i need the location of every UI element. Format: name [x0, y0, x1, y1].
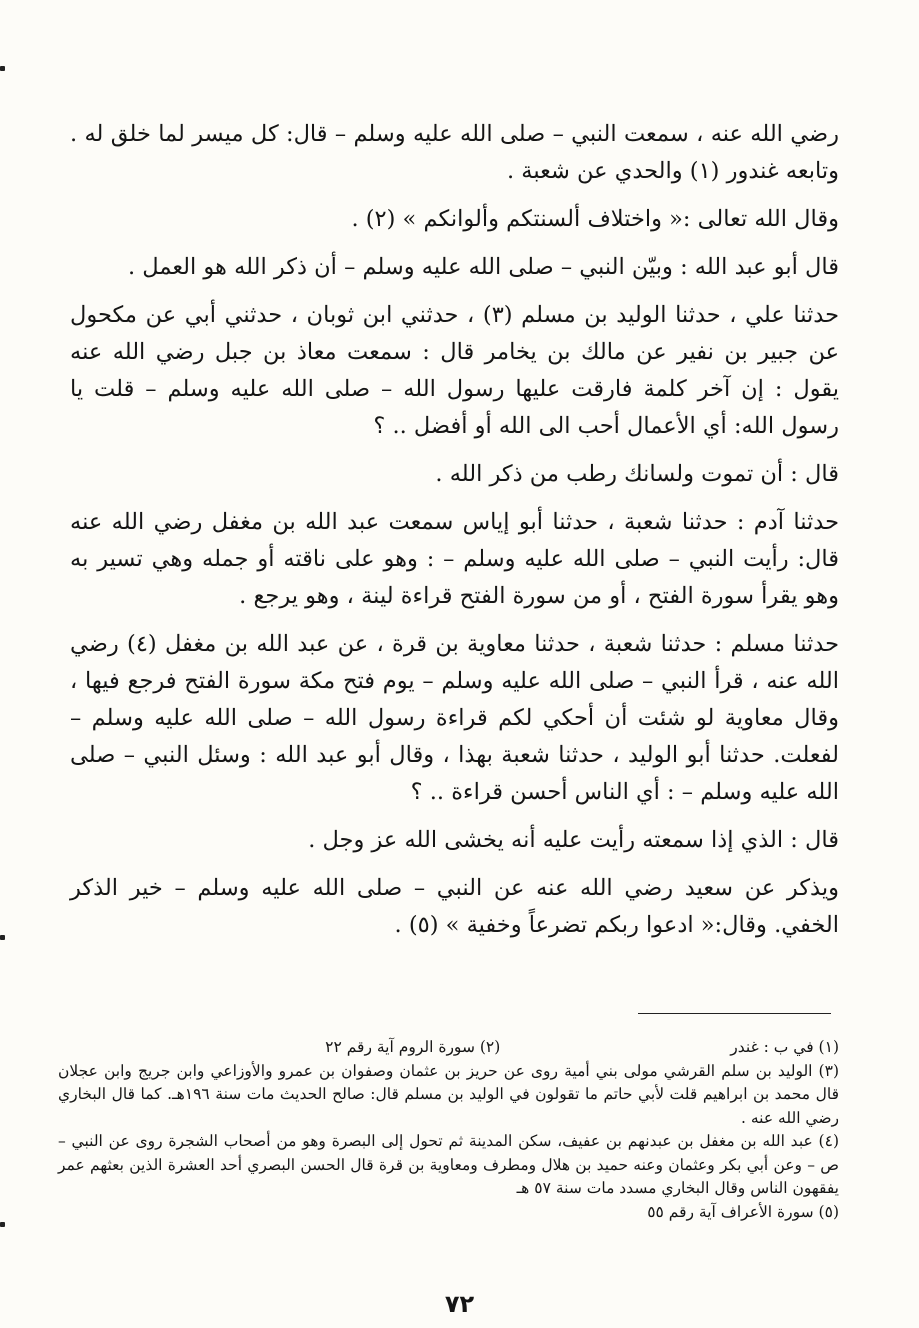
footnote-1: (١) في ب : غندر — [730, 1038, 839, 1056]
footnotes — [58, 1036, 839, 1224]
footnote-2: (٢) سورة الروم آية رقم ٢٢ — [325, 1038, 501, 1056]
footnote-3: (٣) الوليد بن سلم القرشي مولى بني أمية روى عن حريز بن عثمان وصفوان بن عمرو والأوزاعي وابن جريج وابن عجلان قال محمد بن ابراهيم قلت لأبي حاتم ما تقولون في الوليد بن مسلم قال: صالح الحديث مات سنة ١٩٦هـ. كما قال البخاري رضي الله عنه . — [58, 1061, 839, 1127]
paragraph: حدثنا آدم : حدثنا شعبة ، حدثنا أبو إياس سمعت عبد الله بن مغفل رضي الله عنه قال: رأيت النبي – صلى الله عليه وسلم – : وهو على ناقته أو جمله وهي تسير به وهو يقرأ سورة الفتح ، أو من سورة الفتح قراءة لينة ، وهو يرجع . — [70, 509, 839, 609]
scan-mark — [0, 66, 5, 71]
paragraph: ويذكر عن سعيد رضي الله عنه عن النبي – صلى الله عليه وسلم – خير الذكر الخفي. وقال:« ادعوا ربكم تضرعاً وخفية » (٥) . — [70, 875, 839, 938]
paragraph: وقال الله تعالى :« واختلاف ألسنتكم وألوانكم » (٢) . — [351, 206, 839, 232]
paragraph: حدثنا علي ، حدثنا الوليد بن مسلم (٣) ، حدثني ابن ثوبان ، حدثني أبي عن مكحول عن جبير بن نفير عن مالك بن يخامر قال : سمعت معاذ بن جبل رضي الله عنه يقول : إن آخر كلمة فارقت عليها رسول الله – صلى الله عليه وسلم – قلت يا رسول الله: أي الأعمال أحب الى الله أو أفضل .. ؟ — [70, 302, 839, 439]
scan-mark — [0, 1222, 5, 1227]
footnote-divider — [638, 1013, 831, 1014]
scan-mark — [0, 935, 5, 940]
paragraph: قال : الذي إذا سمعته رأيت عليه أنه يخشى الله عز وجل . — [308, 827, 839, 853]
paragraph: رضي الله عنه ، سمعت النبي – صلى الله عليه وسلم – قال: كل ميسر لما خلق له . وتابعه غندور (١) والحدي عن شعبة . — [70, 121, 839, 184]
footnote-5: (٥) سورة الأعراف آية رقم ٥٥ — [647, 1202, 839, 1221]
paragraph: حدثنا مسلم : حدثنا شعبة ، حدثنا معاوية بن قرة ، عن عبد الله بن مغفل (٤) رضي الله عنه ، قرأ النبي – صلى الله عليه وسلم – يوم فتح مكة سورة الفتح فرجع فيها ، وقال معاوية لو شئت أن أحكي لكم قراءة رسول الله – صلى الله عليه وسلم – لفعلت. حدثنا أبو الوليد ، حدثنا شعبة بهذا ، وقال أبو عبد الله : وسئل النبي – صلى الله عليه وسلم – : أي الناس أحسن قراءة .. ؟ — [70, 631, 839, 805]
footnote-4: (٤) عبد الله بن مغفل بن عبدنهم بن عفيف، سكن المدينة ثم تحول إلى البصرة وهو من أصحاب الشجرة روى عن النبي – ص – وعن أبي بكر وعثمان وعنه حميد بن هلال ومطرف ومعاوية بن قرة قال الحسن البصري أحد العشرة الذين بعثهم عمر يفقهون الناس وقال البخاري مسدد مات سنة ٥٧ هـ — [58, 1132, 839, 1197]
page-number: ٧٢ — [444, 1290, 475, 1318]
footnote-row — [58, 1036, 839, 1060]
paragraph: قال : أن تموت ولسانك رطب من ذكر الله . — [435, 461, 839, 487]
paragraph: قال أبو عبد الله : وبيّن النبي – صلى الله عليه وسلم – أن ذكر الله هو العمل . — [127, 254, 839, 280]
main-text — [70, 116, 839, 955]
